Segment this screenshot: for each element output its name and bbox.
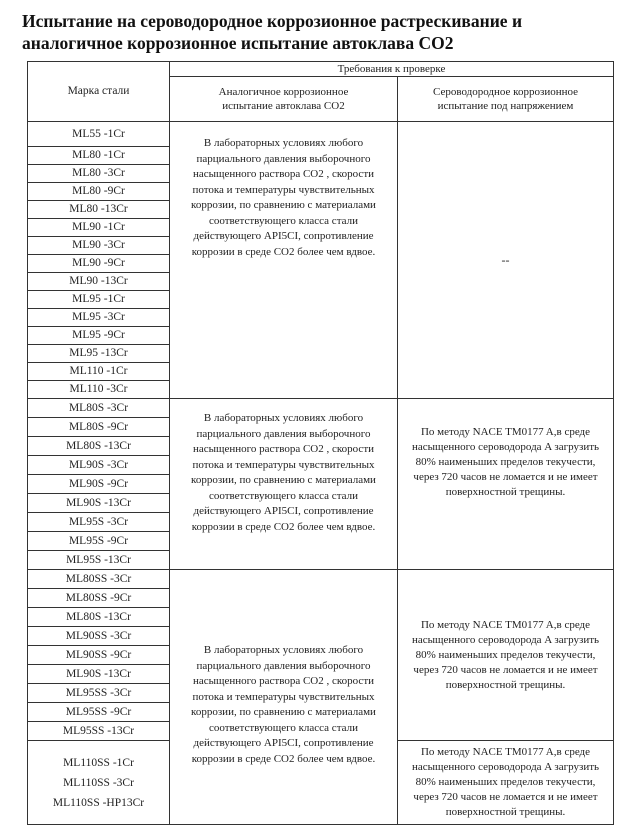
steel-grade: ML90S -13Cr (28, 664, 169, 683)
steel-grade: ML95SS -3Cr (65, 687, 132, 699)
steel-grade: ML80SS -9Cr (28, 588, 169, 607)
steel-grade: ML90S -9Cr (28, 474, 169, 493)
steel-grade: ML110SS -1Cr (63, 756, 134, 769)
steel-grade: ML110 -1Cr (69, 365, 128, 377)
steel-grade: ML90SS -9Cr (28, 645, 169, 664)
steel-grade: ML90SS -3Cr (65, 630, 132, 642)
co2-requirement-text: В лабораторных условиях любого парциального давления выборочного насыщенного раствора CO2 , скорости потока и температуры чувствительных коррозии, по сравнению с материалами соответствующего класса стали действующего API5CI, сопротивление коррозии в среде CO2 более чем вдвое. (170, 570, 398, 825)
steel-grade: ML80 -1Cr (72, 149, 125, 161)
header-requirements: Требования к проверке (170, 62, 614, 77)
steel-grade: ML80S -9Cr (28, 417, 169, 436)
steel-grade: ML90 -3Cr (28, 236, 169, 254)
header-co2-test: Аналогичное коррозионное испытание автоклава CO2 (170, 77, 398, 122)
steel-grade: ML80 -13Cr (28, 200, 169, 218)
steel-grade: ML110SS -3Cr (63, 776, 134, 789)
grade-group (28, 122, 170, 147)
header-steel-grade: Марка стали (28, 62, 170, 122)
steel-grade: ML55 -1Cr (72, 128, 125, 140)
page-title: Испытание на сероводородное коррозионное растрескивание и аналогичное коррозионное испытание автоклава CO2 (22, 11, 523, 53)
steel-grade: ML95SS -13Cr (28, 721, 169, 740)
grade-group (28, 570, 170, 627)
steel-grade: ML110SS -HP13Cr (52, 796, 145, 809)
steel-grade: ML95 -3Cr (28, 308, 169, 326)
grade-group (28, 363, 170, 399)
grade-group (28, 513, 170, 570)
steel-grade: ML95 -9Cr (28, 326, 169, 344)
grade-group (28, 291, 170, 363)
steel-grade: ML90 -1Cr (72, 221, 125, 233)
grade-group (28, 627, 170, 684)
steel-grade: ML95SS -9Cr (28, 702, 169, 721)
co2-requirement-text: В лабораторных условиях любого парциального давления выборочного насыщенного раствора CO2 , скорости потока и температуры чувствительных коррозии, по сравнению с материалами соответствующего класса стали действующего API5CI, сопротивление коррозии в среде CO2 более чем вдвое. (170, 399, 398, 570)
grade-group (28, 399, 170, 456)
co2-requirement-text: В лабораторных условиях любого парциального давления выборочного насыщенного раствора CO2 , скорости потока и температуры чувствительных коррозии, по сравнению с материалами соответствующего класса стали действующего API5CI, сопротивление коррозии в среде CO2 более чем вдвое. (170, 122, 398, 399)
steel-grade: ML90S -13Cr (28, 493, 169, 512)
steel-grade: ML80 -9Cr (28, 182, 169, 200)
steel-grade: ML95S -3Cr (68, 516, 129, 528)
steel-grade: ML90 -9Cr (28, 254, 169, 272)
steel-grade: ML90S -3Cr (68, 459, 129, 471)
steel-grade: ML80S -13Cr (28, 436, 169, 455)
h2s-requirement-text: По методу NACE TM0177 A,в среде насыщенного сероводорода A загрузить 80% наименьших пределов текучести, через 720 часов не ломается и не имеет поверхностной трещины. (398, 399, 614, 570)
steel-grade: ML95 -13Cr (28, 344, 169, 362)
grade-group (28, 741, 170, 825)
grade-group (28, 147, 170, 219)
grade-group (28, 219, 170, 291)
steel-grade: ML80 -3Cr (28, 164, 169, 182)
steel-grade: ML90 -13Cr (28, 272, 169, 290)
header-h2s-test: Сероводородное коррозионное испытание под напряжением (398, 77, 614, 122)
h2s-requirement-text: По методу NACE TM0177 A,в среде насыщенного сероводорода A загрузить 80% наименьших пределов текучести, через 720 часов не ломается и не имеет поверхностной трещины. (398, 741, 614, 825)
h2s-requirement-text: -- (398, 122, 614, 399)
steel-grade: ML80S -13Cr (28, 607, 169, 626)
requirements-table (27, 61, 614, 825)
steel-grade: ML95 -1Cr (72, 293, 125, 305)
h2s-requirement-text: По методу NACE TM0177 A,в среде насыщенного сероводорода A загрузить 80% наименьших пределов текучести, через 720 часов не ломается и не имеет поверхностной трещины. (398, 570, 614, 741)
grade-group (28, 456, 170, 513)
steel-grade: ML95S -9Cr (28, 531, 169, 550)
steel-grade: ML110 -3Cr (28, 380, 169, 398)
grade-group (28, 684, 170, 741)
steel-grade: ML95S -13Cr (28, 550, 169, 569)
steel-grade: ML80SS -3Cr (65, 573, 132, 585)
steel-grade: ML80S -3Cr (68, 402, 129, 414)
